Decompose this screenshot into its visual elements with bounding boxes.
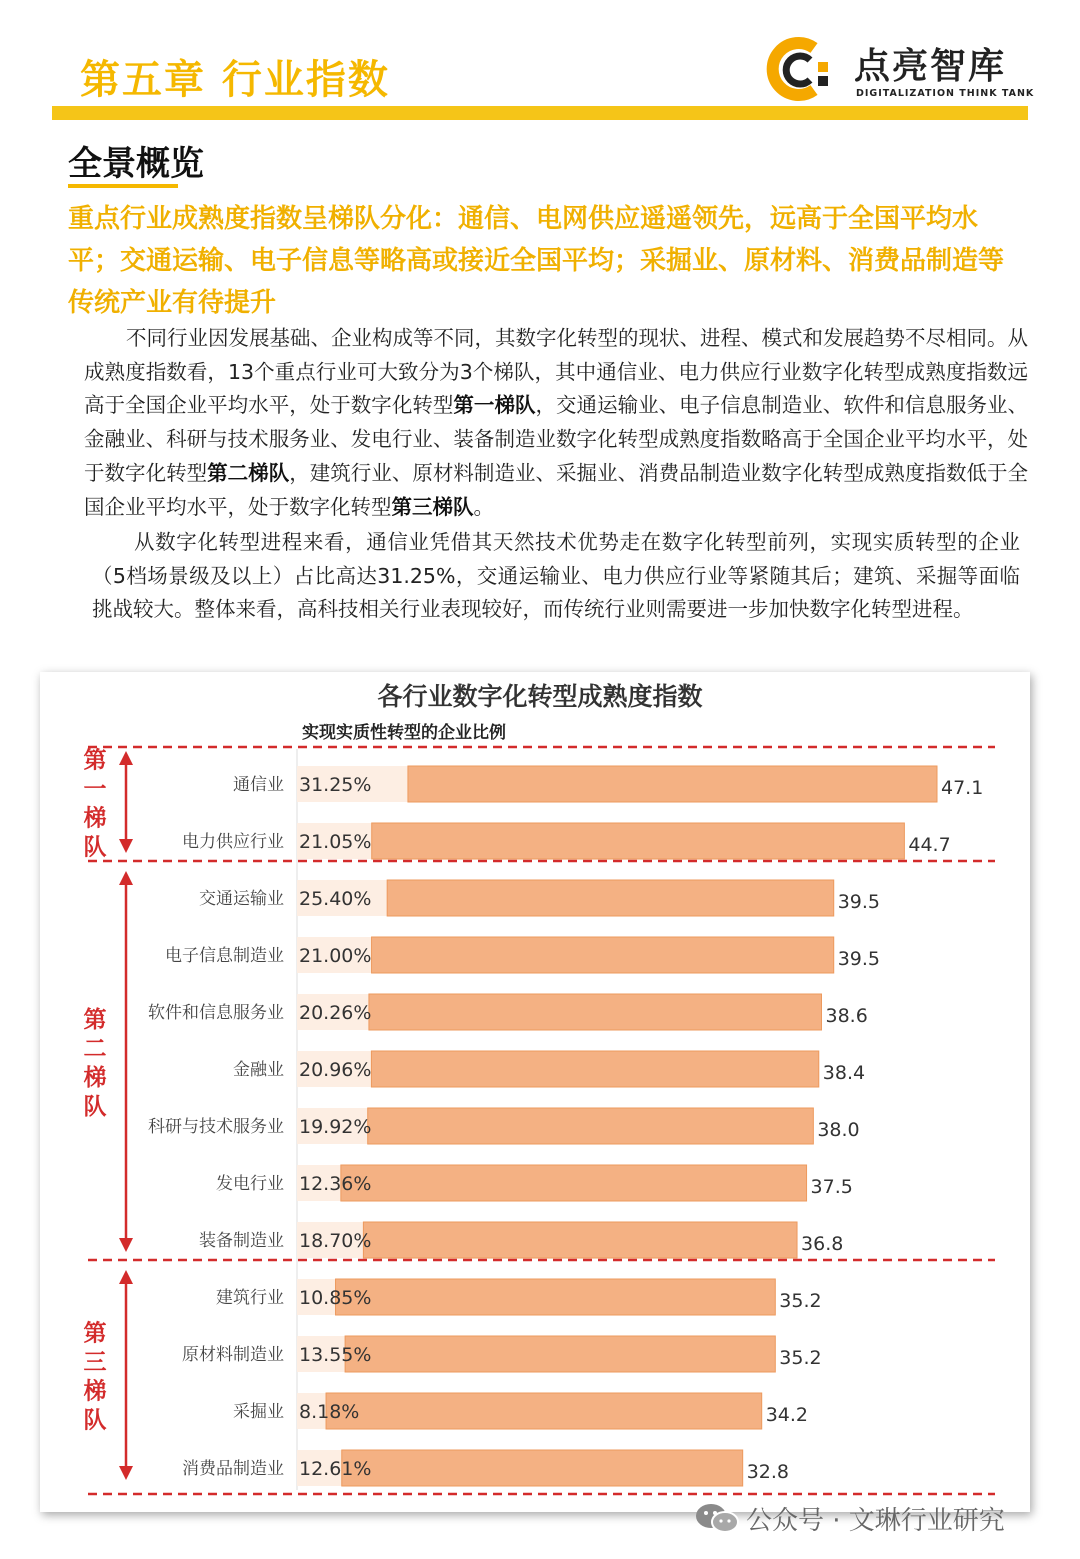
share-label: 13.55% <box>299 1344 372 1366</box>
chapter-title: 第五章 行业指数 <box>80 57 390 103</box>
tier-emphasis: 第一梯队 <box>453 393 536 418</box>
category-label: 金融业 <box>233 1060 284 1080</box>
index-bar <box>372 823 905 859</box>
share-label: 21.00% <box>299 945 372 967</box>
index-bar <box>408 766 937 802</box>
header-rule <box>52 106 1028 120</box>
tier-label-char: 梯 <box>83 1378 107 1405</box>
index-value-label: 38.0 <box>817 1119 860 1141</box>
tier-label-char: 队 <box>83 1407 107 1434</box>
tier-emphasis: 第三梯队 <box>391 494 474 519</box>
index-bar <box>345 1336 775 1372</box>
category-label: 原材料制造业 <box>182 1345 284 1365</box>
category-label: 发电行业 <box>216 1174 284 1194</box>
logo-mark-icon <box>764 36 836 102</box>
share-label: 8.18% <box>299 1401 360 1423</box>
tier-label-char: 二 <box>83 1036 107 1062</box>
share-label: 20.26% <box>299 1002 372 1024</box>
index-value-label: 35.2 <box>779 1290 822 1312</box>
category-label: 电力供应行业 <box>182 832 284 852</box>
share-label: 12.61% <box>299 1458 372 1480</box>
index-value-label: 35.2 <box>779 1347 822 1369</box>
watermark-text: 公众号 · 文琳行业研究 <box>746 1506 1005 1536</box>
category-label: 软件和信息服务业 <box>148 1003 284 1023</box>
tier-label-char: 第 <box>83 1007 107 1033</box>
tier-label-char: 第 <box>83 747 107 774</box>
body-paragraph-2: 从数字化转型进程来看，通信业凭借其天然技术优势走在数字化转型前列，实现实质转型的企业（5档场景级及以上）占比高达31.25%，交通运输业、电力供应行业等紧随其后；建筑、采掘等面临挑战较大。整体来看，高科技相关行业表现较好，而传统行业则需要进一步加快数字化转型进程。 <box>92 530 1020 622</box>
category-label: 科研与技术服务业 <box>148 1117 284 1137</box>
tier-arrow-down-icon <box>119 1466 133 1480</box>
logo-tagline: DIGITALIZATION THINK TANK <box>856 88 1035 99</box>
tier-label-char: 第 <box>83 1320 107 1347</box>
share-label: 20.96% <box>299 1059 372 1081</box>
category-label: 采掘业 <box>233 1402 284 1422</box>
wechat-icon <box>694 1502 740 1534</box>
chart-panel <box>40 672 1030 1512</box>
section-underline <box>68 184 178 188</box>
index-bar <box>371 1051 818 1087</box>
index-value-label: 38.6 <box>825 1005 868 1027</box>
tier-label-char: 梯 <box>83 805 107 832</box>
section-title: 全景概览 <box>68 144 204 184</box>
category-label: 交通运输业 <box>199 889 284 909</box>
category-label: 通信业 <box>233 775 284 795</box>
index-bar <box>387 880 834 916</box>
category-label: 电子信息制造业 <box>165 946 284 966</box>
share-label: 12.36% <box>299 1173 372 1195</box>
index-bar <box>369 994 822 1030</box>
index-value-label: 39.5 <box>837 891 881 913</box>
tier-emphasis: 第二梯队 <box>207 460 290 485</box>
category-label: 装备制造业 <box>199 1231 284 1251</box>
tier-label-char: 三 <box>83 1349 107 1376</box>
index-bar <box>363 1222 797 1258</box>
watermark <box>694 1498 1074 1538</box>
index-value-label: 39.5 <box>837 948 881 970</box>
logo <box>764 36 1034 102</box>
paragraph-text: 不同行业因发展基础、企业构成等不同，其数字化转型的现状、进程、模式和发展趋势不尽相同。从成熟度指数看，13个重点行业可大致分为3个梯队，其中通信业、电力供应行业数字化转型成熟度指数远高于全国企业平均水平，处于数字化转型 <box>84 326 1028 418</box>
share-label: 10.85% <box>299 1287 372 1309</box>
index-value-label: 47.1 <box>941 777 984 799</box>
tier-label-char: 队 <box>83 1094 107 1120</box>
paragraph-text: ，交通运输业、电子信息制造业、软件和信息服务业、金融业、科研与技术服务业、发电行业、装备制造业数字化转型成熟度指数略高于全国企业平均水平，处于数字化转型 <box>84 393 1029 485</box>
index-bar <box>336 1279 776 1315</box>
index-bar <box>326 1393 762 1429</box>
tier-label-char: 队 <box>83 834 107 861</box>
index-value-label: 32.8 <box>746 1461 790 1483</box>
body-paragraph-1 <box>84 322 1028 524</box>
index-value-label: 38.4 <box>822 1062 866 1084</box>
share-label: 21.05% <box>299 831 372 853</box>
tier-arrow-down-icon <box>119 1238 133 1252</box>
share-label: 25.40% <box>299 888 372 910</box>
index-value-label: 36.8 <box>801 1233 844 1255</box>
index-bar <box>368 1108 814 1144</box>
tier-arrow-up-icon <box>119 1270 133 1284</box>
index-value-label: 34.2 <box>765 1404 809 1426</box>
logo-name: 点亮智库 <box>854 46 1007 87</box>
tier-label-char: 一 <box>83 776 107 803</box>
share-label: 31.25% <box>299 774 372 796</box>
share-label: 19.92% <box>299 1116 372 1138</box>
maturity-index-chart <box>40 672 1030 1512</box>
tier-label-char: 梯 <box>83 1065 107 1091</box>
tier-arrow-down-icon <box>119 839 133 853</box>
share-label: 18.70% <box>299 1230 372 1252</box>
index-value-label: 44.7 <box>908 834 951 856</box>
column-header: 实现实质性转型的企业比例 <box>302 723 506 743</box>
index-value-label: 37.5 <box>810 1176 853 1198</box>
index-bar <box>342 1450 743 1486</box>
headline: 重点行业成熟度指数呈梯队分化：通信、电网供应遥遥领先，远高于全国平均水平；交通运输、电子信息等略高或接近全国平均；采掘业、原材料、消费品制造等传统产业有待提升 <box>68 204 1005 318</box>
chart-title: 各行业数字化转型成熟度指数 <box>377 682 703 711</box>
tier-arrow-up-icon <box>119 871 133 885</box>
index-bar <box>372 937 834 973</box>
paragraph-text: ，建筑行业、原材料制造业、采掘业、消费品制造业数字化转型成熟度指数低于全国企业平均水平，处于数字化转型 <box>84 460 1029 519</box>
paragraph-text: 。 <box>473 494 494 519</box>
tier-arrow-up-icon <box>119 751 133 765</box>
index-bar <box>341 1165 807 1201</box>
category-label: 建筑行业 <box>216 1288 284 1308</box>
category-label: 消费品制造业 <box>182 1459 284 1479</box>
